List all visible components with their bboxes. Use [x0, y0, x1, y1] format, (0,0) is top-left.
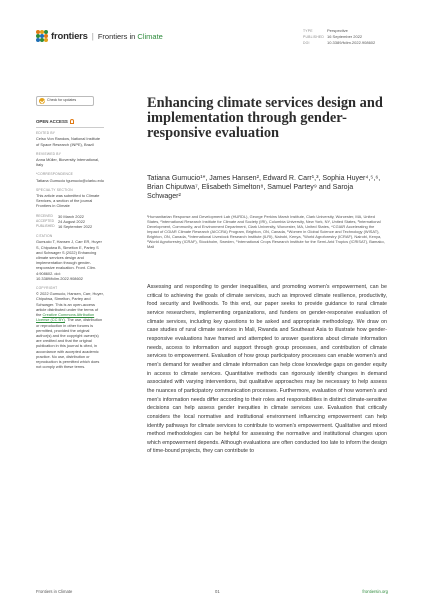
reviewed-by-section: REVIEWED BY Anna Müller, Bioversity International, Italy	[36, 151, 100, 168]
check-for-updates-label: Check for updates	[47, 98, 77, 103]
meta-type: TYPE Perspective	[303, 28, 348, 33]
open-access-label: OPEN ACCESS	[36, 119, 104, 128]
dates-section: RECEIVED 30 March 2022 ACCEPTED 24 August 2022 PUBLISHED 16 September 2022	[36, 213, 93, 230]
license-link[interactable]: Creative Commons Attribution License (CC BY)	[36, 312, 95, 323]
page-number: 01	[215, 589, 220, 594]
specialty-section: SPECIALTY SECTION This article was submitted to Climate Services, a section of the journal Frontiers in Climate	[36, 187, 100, 209]
check-for-updates-button[interactable]	[36, 96, 94, 106]
page-footer	[36, 589, 388, 594]
footer-site-link[interactable]: frontiersin.org	[362, 589, 388, 594]
article-sidebar	[36, 96, 104, 374]
meta-published: PUBLISHED 16 September 2022	[303, 34, 363, 40]
check-icon	[39, 98, 45, 104]
copyright-section: COPYRIGHT © 2022 Gumucio, Hansen, Carr, Huyer, Chiputwa, Simelton, Partey and Schwager. This is an open-access article distributed under the terms of the Creative Commons Attribution License (CC BY). The use, distribution or reproduction in other forums is permitted, provided the original author(s) and the copyright owner(s) are credited and that the original publication in this journal is cited, in accordance with accepted academic practice. No use, distribution or reproduction is permitted which does not comply with these terms.	[36, 286, 104, 370]
frontiers-logo-icon	[36, 30, 48, 42]
meta-doi[interactable]: DOI 10.3389/fclim.2022.908602	[303, 40, 376, 46]
citation-section: CITATION Gumucio T, Hansen J, Carr ER, Huyer S, Chiputwa B, Simelton E, Partey S and Schwager S (2022) Enhancing climate services design and implementation through gender-responsive evaluation. Front. Clim. 4:908602. doi: 10.3389/fclim.2022.908602	[36, 234, 102, 281]
brand-separator: |	[91, 31, 94, 41]
brand-name: frontiers	[51, 30, 88, 42]
affiliations: ¹Humanitarian Response and Development Lab (HURDL), George Perkins Marsh Institute, Clark University, Worcester, MA, United States, ²International Research Institute for Climate and Society (IRI), Columbia University, New York, NY, United States, ³International Development, Community, and Environment Department, Clark University, Worcester, MA, United States, ⁴CGIAR Accelerating the Impact of CGIAR Climate Research (AICCRA) Program, Brighton, ON, Canada, ⁵Women in Global Science and Technology (WISAT), Brighton, ON, Canada, ⁶International Livestock Research Institute (ILRI), Nairobi, Kenya, ⁷World Agroforestry (ICRAF), Nairobi, Kenya, ⁸World Agroforestry (ICRAF), Stockholm, Sweden, ⁹International Crops Research Institute for the Semi-Arid Tropics (ICRISAT), Bamako, Mali	[147, 214, 385, 250]
correspondence-section: *CORRESPONDENCE Tatiana Gumucio tgumucio@clarku.edu	[36, 172, 104, 183]
footer-journal: Frontiers in Climate	[36, 589, 73, 594]
article-title: Enhancing climate services design and implementation through gender-responsive evaluation	[147, 95, 383, 142]
journal-logo[interactable]	[36, 30, 163, 42]
edited-by-section: EDITED BY Celso Von Randow, National Institute of Space Research (INPE), Brazil	[36, 131, 101, 147]
author-list: Tatiana Gumucio¹*, James Hansen², Edward R. Carr¹,³, Sophia Huyer⁴,⁵,⁶, Brian Chiputwa⁷, Elisabeth Simelton⁸, Samuel Partey⁹ and Saroja Schwager²	[147, 174, 381, 201]
correspondence-email[interactable]: Tatiana Gumucio tgumucio@clarku.edu	[36, 177, 104, 183]
article-meta	[303, 28, 375, 47]
journal-name: Frontiers in Climate	[97, 31, 163, 41]
abstract: Assessing and responding to gender inequalities, and promoting women's empowerment, can be critical to achieving the goals of climate services, such as improved climate resilience, productivity, food security and livelihoods. To this end, our paper seeks to provide guidance to rural climate service researchers, implementing organizations, and funders on gender-responsive evaluation of climate services, including key questions to be asked and appropriate methodology. We draw on case studies of rural climate services in Mali, Rwanda and Southeast Asia to illustrate how gender-responsive evaluations have framed and attempted to answer questions about climate information needs, access to information and support through group processes, and contribution of climate services to empowerment. Evaluation of how group participatory processes can enable women's and men's demand for weather and climate information can help close knowledge gaps on gender equity in access to climate services. Quantitative methods can rigorously identify changes in demand associated with varying interventions, but qualitative approaches may be necessary to help assess the nuances of participatory communication processes. Furthermore, evaluation of how women's and men's information needs differ according to their roles and responsibilities in distinct climate-sensitive decisions can help assess gender inequities in climate services use. Evaluation that critically considers the local normative and institutional environment influencing empowerment can help identify pathways for climate services to contribute to women's empowerment. Qualitative and mixed method methodologies can be helpful for assessing the normative and institutional changes upon which empowerment depends. Although evaluations are often conducted too late to inform the design of time-bound projects, they can contribute to	[147, 284, 387, 455]
page-header	[0, 0, 424, 66]
open-access-lock-icon	[70, 119, 74, 124]
